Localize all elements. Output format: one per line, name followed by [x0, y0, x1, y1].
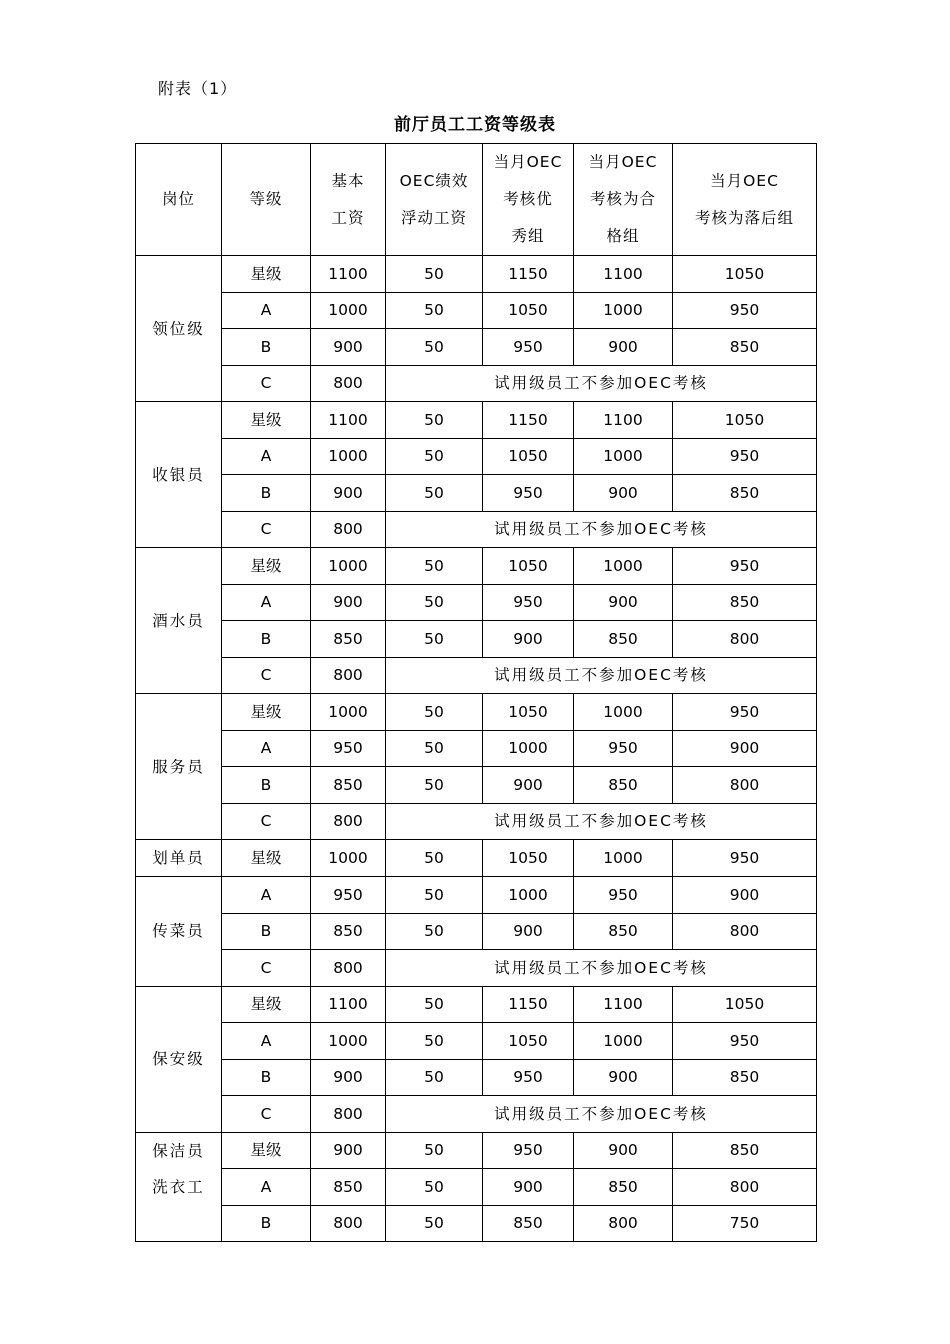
grade-cell: 星级 — [222, 548, 311, 585]
excellent-group-cell: 1050 — [483, 292, 574, 329]
excellent-group-cell: 1000 — [483, 730, 574, 767]
appendix-label: 附表（1） — [158, 79, 238, 98]
column-header-line: 秀组 — [511, 227, 545, 245]
position-cell — [136, 256, 222, 402]
float-salary-cell: 50 — [386, 438, 483, 475]
table-row — [136, 767, 817, 804]
lagging-group-cell: 850 — [673, 1132, 817, 1169]
excellent-group-cell: 900 — [483, 767, 574, 804]
lagging-group-cell: 800 — [673, 913, 817, 950]
lagging-group-cell: 950 — [673, 840, 817, 877]
grade-cell: B — [222, 913, 311, 950]
table-row — [136, 511, 817, 548]
header-row — [136, 144, 817, 256]
table-row — [136, 256, 817, 293]
float-salary-cell: 50 — [386, 621, 483, 658]
float-salary-cell: 50 — [386, 256, 483, 293]
float-salary-cell: 50 — [386, 329, 483, 366]
lagging-group-cell: 850 — [673, 475, 817, 512]
grade-cell: C — [222, 803, 311, 840]
position-name: 传菜员 — [152, 922, 205, 941]
base-salary-cell: 1000 — [311, 292, 386, 329]
table-row — [136, 730, 817, 767]
salary-grade-table — [135, 143, 817, 1242]
grade-cell: 星级 — [222, 694, 311, 731]
table-row — [136, 803, 817, 840]
table-row — [136, 1023, 817, 1060]
table-row — [136, 548, 817, 585]
qualified-group-cell: 900 — [574, 475, 673, 512]
base-salary-cell: 900 — [311, 1132, 386, 1169]
table-row — [136, 1096, 817, 1133]
lagging-group-cell: 950 — [673, 1023, 817, 1060]
base-salary-cell: 950 — [311, 877, 386, 914]
grade-cell: 星级 — [222, 1132, 311, 1169]
column-header-line: 浮动工资 — [400, 208, 467, 227]
grade-cell: A — [222, 438, 311, 475]
grade-cell: A — [222, 1169, 311, 1206]
table-row — [136, 1132, 817, 1169]
grade-cell: A — [222, 292, 311, 329]
qualified-group-cell: 1000 — [574, 840, 673, 877]
base-salary-cell: 1100 — [311, 256, 386, 293]
base-salary-cell: 1000 — [311, 548, 386, 585]
excellent-group-cell: 1050 — [483, 548, 574, 585]
qualified-group-cell: 1100 — [574, 986, 673, 1023]
grade-cell: B — [222, 621, 311, 658]
excellent-group-cell: 900 — [483, 621, 574, 658]
lagging-group-cell: 950 — [673, 292, 817, 329]
grade-cell: B — [222, 1205, 311, 1242]
qualified-group-cell: 1000 — [574, 438, 673, 475]
table-header — [136, 144, 817, 256]
qualified-group-cell: 850 — [574, 767, 673, 804]
qualified-group-cell: 900 — [574, 584, 673, 621]
float-salary-cell: 50 — [386, 584, 483, 621]
lagging-group-cell: 900 — [673, 877, 817, 914]
base-salary-cell: 900 — [311, 329, 386, 366]
float-salary-cell: 50 — [386, 292, 483, 329]
position-cell — [136, 402, 222, 548]
grade-cell: 星级 — [222, 402, 311, 439]
grade-cell: 星级 — [222, 840, 311, 877]
column-header-line: OEC绩效 — [399, 171, 469, 190]
base-salary-cell: 850 — [311, 1169, 386, 1206]
excellent-group-cell: 1150 — [483, 986, 574, 1023]
float-salary-cell: 50 — [386, 402, 483, 439]
trial-note-cell: 试用级员工不参加OEC考核 — [386, 511, 817, 548]
excellent-group-cell: 950 — [483, 475, 574, 512]
position-cell — [136, 840, 222, 877]
column-header-line: 当月OEC — [493, 153, 563, 171]
float-salary-cell: 50 — [386, 986, 483, 1023]
qualified-group-cell: 1000 — [574, 1023, 673, 1060]
grade-cell: C — [222, 365, 311, 402]
qualified-group-cell: 900 — [574, 1059, 673, 1096]
table-row — [136, 438, 817, 475]
column-header-line: 工资 — [331, 208, 365, 227]
grade-cell: C — [222, 657, 311, 694]
trial-note-cell: 试用级员工不参加OEC考核 — [386, 1096, 817, 1133]
table-row — [136, 292, 817, 329]
column-header — [136, 144, 222, 256]
table-row — [136, 986, 817, 1023]
grade-cell: 星级 — [222, 986, 311, 1023]
position-name: 服务员 — [152, 757, 205, 776]
grade-cell: C — [222, 511, 311, 548]
float-salary-cell: 50 — [386, 1205, 483, 1242]
column-header-line: 格组 — [606, 227, 640, 245]
table-row — [136, 329, 817, 366]
lagging-group-cell: 850 — [673, 329, 817, 366]
column-header-line: 等级 — [249, 190, 283, 208]
position-name: 划单员 — [152, 849, 205, 867]
float-salary-cell: 50 — [386, 840, 483, 877]
table-row — [136, 877, 817, 914]
base-salary-cell: 800 — [311, 657, 386, 694]
column-header — [483, 144, 574, 256]
table-row — [136, 584, 817, 621]
grade-cell: B — [222, 1059, 311, 1096]
lagging-group-cell: 1050 — [673, 402, 817, 439]
excellent-group-cell: 950 — [483, 1132, 574, 1169]
base-salary-cell: 800 — [311, 365, 386, 402]
qualified-group-cell: 850 — [574, 1169, 673, 1206]
table-row — [136, 621, 817, 658]
trial-note-cell: 试用级员工不参加OEC考核 — [386, 950, 817, 987]
float-salary-cell: 50 — [386, 877, 483, 914]
qualified-group-cell: 1000 — [574, 548, 673, 585]
excellent-group-cell: 1050 — [483, 694, 574, 731]
grade-cell: C — [222, 950, 311, 987]
position-cell — [136, 1132, 222, 1242]
position-name: 保洁员 — [152, 1141, 205, 1160]
float-salary-cell: 50 — [386, 730, 483, 767]
lagging-group-cell: 1050 — [673, 256, 817, 293]
excellent-group-cell: 1050 — [483, 438, 574, 475]
qualified-group-cell: 1100 — [574, 402, 673, 439]
trial-note-cell: 试用级员工不参加OEC考核 — [386, 365, 817, 402]
float-salary-cell: 50 — [386, 913, 483, 950]
base-salary-cell: 800 — [311, 803, 386, 840]
column-header-line: 当月OEC — [710, 171, 779, 190]
base-salary-cell: 1100 — [311, 986, 386, 1023]
float-salary-cell: 50 — [386, 694, 483, 731]
excellent-group-cell: 900 — [483, 913, 574, 950]
base-salary-cell: 900 — [311, 1059, 386, 1096]
qualified-group-cell: 800 — [574, 1205, 673, 1242]
qualified-group-cell: 950 — [574, 730, 673, 767]
base-salary-cell: 1000 — [311, 694, 386, 731]
excellent-group-cell: 1050 — [483, 840, 574, 877]
table-row — [136, 1205, 817, 1242]
base-salary-cell: 950 — [311, 730, 386, 767]
column-header-line: 考核为落后组 — [694, 208, 794, 227]
base-salary-cell: 850 — [311, 767, 386, 804]
float-salary-cell: 50 — [386, 767, 483, 804]
excellent-group-cell: 950 — [483, 584, 574, 621]
position-name: 收银员 — [152, 465, 205, 484]
base-salary-cell: 1100 — [311, 402, 386, 439]
lagging-group-cell: 950 — [673, 438, 817, 475]
position-cell — [136, 986, 222, 1132]
table-row — [136, 657, 817, 694]
float-salary-cell: 50 — [386, 1059, 483, 1096]
position-cell — [136, 877, 222, 987]
base-salary-cell: 800 — [311, 511, 386, 548]
float-salary-cell: 50 — [386, 1132, 483, 1169]
column-header — [673, 144, 817, 256]
excellent-group-cell: 1150 — [483, 256, 574, 293]
grade-cell: A — [222, 730, 311, 767]
qualified-group-cell: 850 — [574, 913, 673, 950]
float-salary-cell: 50 — [386, 548, 483, 585]
qualified-group-cell: 1000 — [574, 292, 673, 329]
qualified-group-cell: 850 — [574, 621, 673, 658]
qualified-group-cell: 950 — [574, 877, 673, 914]
table-row — [136, 950, 817, 987]
grade-cell: B — [222, 329, 311, 366]
table-row — [136, 475, 817, 512]
float-salary-cell: 50 — [386, 475, 483, 512]
position-cell — [136, 694, 222, 840]
base-salary-cell: 900 — [311, 475, 386, 512]
base-salary-cell: 1000 — [311, 438, 386, 475]
excellent-group-cell: 1150 — [483, 402, 574, 439]
table-row — [136, 1169, 817, 1206]
grade-cell: A — [222, 584, 311, 621]
grade-cell: C — [222, 1096, 311, 1133]
qualified-group-cell: 900 — [574, 329, 673, 366]
trial-note-cell: 试用级员工不参加OEC考核 — [386, 657, 817, 694]
position-name: 领位级 — [152, 319, 205, 338]
lagging-group-cell: 900 — [673, 730, 817, 767]
lagging-group-cell: 950 — [673, 694, 817, 731]
excellent-group-cell: 1050 — [483, 1023, 574, 1060]
float-salary-cell: 50 — [386, 1023, 483, 1060]
position-name: 酒水员 — [152, 611, 205, 630]
lagging-group-cell: 850 — [673, 1059, 817, 1096]
excellent-group-cell: 1000 — [483, 877, 574, 914]
excellent-group-cell: 950 — [483, 1059, 574, 1096]
trial-note-cell: 试用级员工不参加OEC考核 — [386, 803, 817, 840]
grade-cell: B — [222, 767, 311, 804]
document-title: 前厅员工工资等级表 — [394, 115, 556, 135]
column-header-line: 考核优 — [503, 190, 553, 208]
lagging-group-cell: 950 — [673, 548, 817, 585]
excellent-group-cell: 950 — [483, 329, 574, 366]
column-header — [386, 144, 483, 256]
excellent-group-cell: 850 — [483, 1205, 574, 1242]
lagging-group-cell: 1050 — [673, 986, 817, 1023]
grade-cell: A — [222, 1023, 311, 1060]
base-salary-cell: 900 — [311, 584, 386, 621]
lagging-group-cell: 800 — [673, 621, 817, 658]
column-header — [222, 144, 311, 256]
position-cell — [136, 548, 222, 694]
table-body — [136, 256, 817, 1242]
base-salary-cell: 850 — [311, 913, 386, 950]
lagging-group-cell: 750 — [673, 1205, 817, 1242]
qualified-group-cell: 1000 — [574, 694, 673, 731]
column-header-line: 岗位 — [161, 190, 195, 208]
base-salary-cell: 800 — [311, 1205, 386, 1242]
base-salary-cell: 1000 — [311, 840, 386, 877]
table-row — [136, 1059, 817, 1096]
base-salary-cell: 850 — [311, 621, 386, 658]
column-header-line: 考核为合 — [589, 190, 656, 208]
table-row — [136, 913, 817, 950]
base-salary-cell: 1000 — [311, 1023, 386, 1060]
base-salary-cell: 800 — [311, 950, 386, 987]
base-salary-cell: 800 — [311, 1096, 386, 1133]
table-row — [136, 402, 817, 439]
lagging-group-cell: 800 — [673, 1169, 817, 1206]
grade-cell: B — [222, 475, 311, 512]
column-header-line: 基本 — [331, 171, 365, 190]
grade-cell: A — [222, 877, 311, 914]
lagging-group-cell: 850 — [673, 584, 817, 621]
table-row — [136, 365, 817, 402]
qualified-group-cell: 900 — [574, 1132, 673, 1169]
position-name: 保安级 — [152, 1050, 205, 1068]
table-row — [136, 694, 817, 731]
table-row — [136, 840, 817, 877]
float-salary-cell: 50 — [386, 1169, 483, 1206]
lagging-group-cell: 800 — [673, 767, 817, 804]
excellent-group-cell: 900 — [483, 1169, 574, 1206]
column-header-line: 当月OEC — [588, 153, 658, 171]
column-header — [311, 144, 386, 256]
qualified-group-cell: 1100 — [574, 256, 673, 293]
grade-cell: 星级 — [222, 256, 311, 293]
column-header — [574, 144, 673, 256]
position-name: 洗衣工 — [152, 1177, 205, 1196]
